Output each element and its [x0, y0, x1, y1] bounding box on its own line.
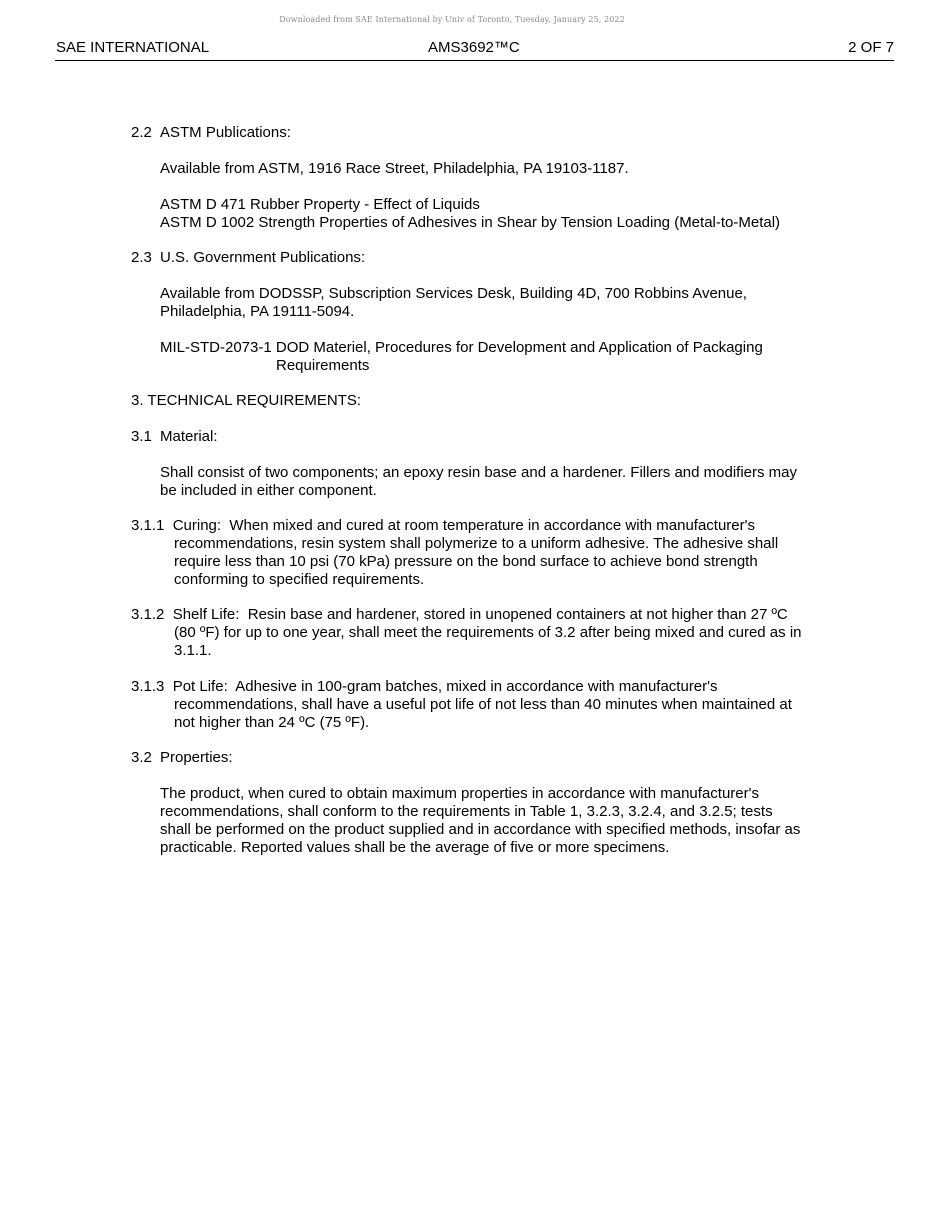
mil-std-reference: [160, 339, 860, 375]
page-header: [55, 38, 894, 61]
header-doc-id: AMS3692™C: [428, 39, 520, 56]
text-line: (80 ºF) for up to one year, shall meet the requirements of 3.2 after being mixed and cured as in: [174, 624, 802, 641]
header-org: SAE INTERNATIONAL: [56, 39, 210, 56]
reference-item: ASTM D 1002 Strength Properties of Adhesives in Shear by Tension Loading (Metal-to-Metal): [160, 214, 781, 231]
text-line: conforming to specified requirements.: [174, 571, 425, 588]
section-3-1-heading: [131, 428, 218, 446]
properties-paragraph: [160, 785, 850, 857]
section-title: Properties:: [160, 749, 233, 766]
section-number: 2.2: [131, 124, 152, 141]
text-line: MIL-STD-2073-1 DOD Materiel, Procedures for Development and Application of Packaging: [160, 339, 763, 356]
text-line: 3.1.3 Pot Life: Adhesive in 100-gram batches, mixed in accordance with manufacturer's: [131, 678, 718, 695]
text-line: require less than 10 psi (70 kPa) pressure on the bond surface to achieve bond strength: [174, 553, 758, 570]
text-line: recommendations, shall have a useful pot life of not less than 40 minutes when maintained at: [174, 696, 792, 713]
text-line: Shall consist of two components; an epoxy resin base and a hardener. Fillers and modifiers may: [160, 464, 798, 481]
section-title: ASTM Publications:: [160, 124, 291, 141]
text-line: not higher than 24 ºC (75 ºF).: [174, 714, 370, 731]
text-line: 3.1.2 Shelf Life: Resin base and hardener, stored in unopened containers at not higher than 27 ºC: [131, 606, 788, 623]
text-line: practicable. Reported values shall be the average of five or more specimens.: [160, 839, 670, 856]
text-line: be included in either component.: [160, 482, 377, 499]
astm-reference-list: [160, 196, 860, 232]
text-line: recommendations, shall conform to the requirements in Table 1, 3.2.3, 3.2.4, and 3.2.5; tests: [160, 803, 773, 820]
astm-availability: Available from ASTM, 1916 Race Street, Philadelphia, PA 19103-1187.: [160, 160, 629, 177]
text-line: 3.1.1.: [174, 642, 212, 659]
section-title: Material:: [160, 428, 218, 445]
section-3-heading: 3. TECHNICAL REQUIREMENTS:: [131, 392, 362, 409]
section-number: 3.2: [131, 749, 152, 766]
download-watermark: Downloaded from SAE International by Univ of Toronto, Tuesday, January 25, 2022: [279, 15, 625, 24]
material-paragraph: [160, 464, 850, 500]
section-number: 3.1: [131, 428, 152, 445]
section-3-2-heading: [131, 749, 233, 767]
text-line: 3.1.1 Curing: When mixed and cured at room temperature in accordance with manufacturer's: [131, 517, 756, 534]
text-line: shall be performed on the product supplied and in accordance with specified methods, insofar as: [160, 821, 801, 838]
text-line: recommendations, resin system shall polymerize to a uniform adhesive. The adhesive shall: [174, 535, 779, 552]
text-line: Requirements: [276, 357, 370, 374]
header-page-number: 2 OF 7: [848, 39, 894, 56]
section-2-3-heading: [131, 249, 365, 267]
reference-item: ASTM D 471 Rubber Property - Effect of Liquids: [160, 196, 480, 213]
text-line: The product, when cured to obtain maximum properties in accordance with manufacturer's: [160, 785, 759, 802]
section-number: 2.3: [131, 249, 152, 266]
section-title: U.S. Government Publications:: [160, 249, 366, 266]
section-2-2-heading: [131, 124, 291, 142]
section-3-1-1-curing: [131, 517, 841, 589]
text-line: Philadelphia, PA 19111-5094.: [160, 303, 355, 320]
section-3-1-3-pot-life: [131, 678, 841, 732]
dodssp-availability: [160, 285, 840, 321]
section-3-1-2-shelf-life: [131, 606, 841, 660]
text-line: Available from DODSSP, Subscription Services Desk, Building 4D, 700 Robbins Avenue,: [160, 285, 747, 302]
